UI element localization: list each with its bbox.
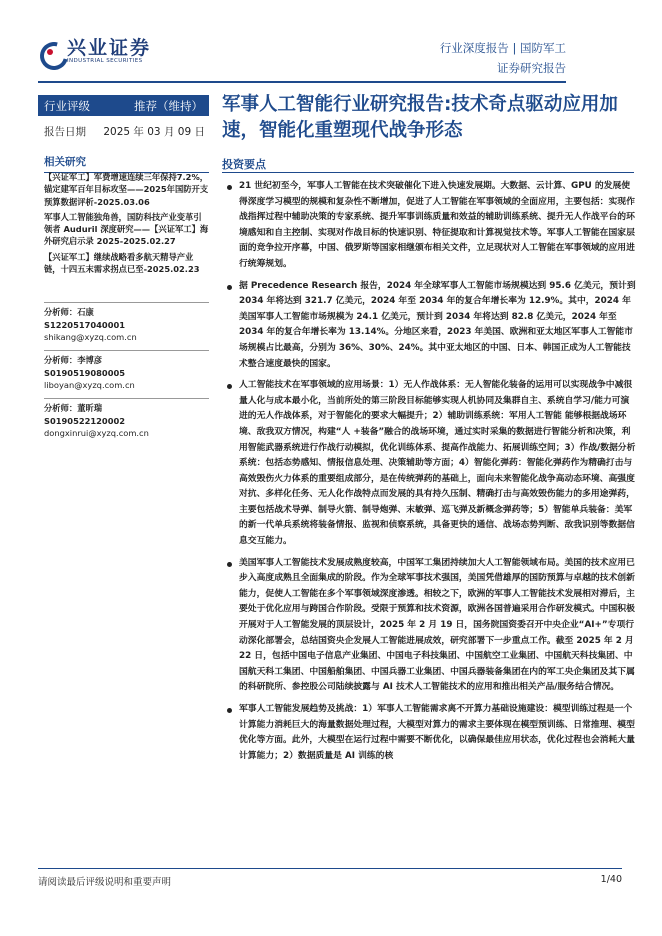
sidebar-divider <box>44 302 209 303</box>
analyst-block <box>44 306 209 344</box>
analyst-email[interactable]: shikang@xyzq.com.cn <box>44 332 137 342</box>
logo-cn: 兴业证券 <box>67 37 152 59</box>
key-point <box>226 179 638 273</box>
report-date <box>44 124 205 139</box>
company-logo <box>38 38 151 65</box>
analyst-name: 分析师：董昕瑞 <box>44 403 103 413</box>
analyst-block <box>44 354 209 392</box>
key-point-text: 人工智能技术在军事领域的应用场景：1）无人作战体系：无人智能化装备的运用可以实现战争中减很量人化与成本最小化，当前所处的第三阶段目标能够实现人机协同及集群自主、系统自学习/能力可演进的无人作战体系，对于智能化的要求大幅提升；2）辅助训练系统：军用人工智能 能够根据战场环境、敌我双方情况，构建“人 +装备”融合的战场环境，通过实时采集的数据进行智能分析和决策，利用智能武器系统进行作战行动模拟，优化训练体系、提高作战能力、拓展训练空间；3）作战/数据分析系统：包括态势感知、情报信息处理、决策辅助等方面；4）智能化弹药：智能化弹药作为精确打击与高效毁伤火力体系的重要组成部分，是在传统弹药的基础上，面向未来智能化战争高动态环境、高强度对抗、多样化任务、无人化作战特点而发展的具有持久压制、精确打击与高效毁伤能力的多用途弹药，主要包括战术导弹、制导火箭、制导炮弹、末敏弹、巡飞弹及新概念弹药等；5）智能单兵装备：美军的新一代单兵系统将装备情报、监视和侦察系统，具备更快的通信、战场态势判断、敌我识别等数据信息交互能力。 <box>239 380 636 547</box>
rating-bar <box>38 95 209 116</box>
header-divider <box>38 81 566 83</box>
report-sub: 证券研究报告 <box>497 61 566 75</box>
analyst-code: S1220517040001 <box>44 319 126 330</box>
related-report[interactable]: 【兴证军工】军费增速连续三年保持7.2%，锚定建军百年目标攻坚——2025年国防开支预算数据评析-2025.03.06 <box>44 172 209 207</box>
key-points-heading: 投资要点 <box>222 158 266 171</box>
key-points-divider <box>222 172 634 173</box>
report-title: 军事人工智能行业研究报告:技术奇点驱动应用加速，智能化重塑现代战争形态 <box>222 94 618 141</box>
footer-divider <box>38 868 622 869</box>
key-point <box>226 702 638 764</box>
report-type: 行业深度报告 | 国防军工 <box>439 41 566 55</box>
bullet-dot-icon <box>227 285 232 290</box>
sidebar-divider <box>44 350 209 351</box>
logo-en: INDUSTRIAL SECURITIES <box>67 58 143 64</box>
key-point <box>226 556 638 696</box>
key-point <box>226 279 638 373</box>
bullet-dot-icon <box>227 185 232 190</box>
key-point <box>226 378 638 550</box>
analyst-block <box>44 402 209 440</box>
related-report[interactable]: 军事人工智能独角兽，国防科技产业变革引领者 Auduril 深度研究——【兴证军工】海外研究启示录 2025-2025.02.27 <box>44 211 209 247</box>
rating-label: 行业评级 <box>44 98 90 113</box>
bullet-dot-icon <box>227 384 232 389</box>
analyst-email[interactable]: dongxinrui@xyzq.com.cn <box>44 428 149 438</box>
bullet-dot-icon <box>227 562 232 567</box>
key-point-text: 据 Precedence Research 报告，2024 年全球军事人工智能市场规模达到 95.6 亿美元，预计到 2034 年将达到 321.7 亿美元，2024 年至 2034 年的复合年增长率为 12.9%。其中，2024 年美国军事人工智能市场规模为 24.1 亿美元，预计到 2034 年将达到 82.8 亿美元，2024 年至 2034 年的复合年增长率为 13.14%。分地区来看，2023 年美国、欧洲和亚太地区军事人工智能市场规模占比最高，分别为 36%、30%、24%。其中亚太地区的中国、日本、韩国正成为人工智能技术整合速度最快的国家。 <box>239 280 636 369</box>
key-point-text: 21 世纪初至今，军事人工智能在技术突破催化下进入快速发展期。大数据、云计算、GPU 的发展使得深度学习模型的规模和复杂性不断增加，促进了人工智能在军事领域的全面应用，主要包括：实现作战指挥过程中辅助决策的专家系统、提升军事训练质量和效益的辅助训练系统、提升无人作战平台的环境感知和自主控制、实现对作战目标的快速识别、特征提取和计算视觉技术等。军事人工智能在国家层面的竞争拉开序幕，中国、俄罗斯等国家相继颁布相关文件，立足现状对人工智能在军事领域的应用进行统筹规划。 <box>239 181 635 269</box>
key-point-text: 美国军事人工智能技术发展成熟度较高，中国军工集团持续加大人工智能领域布局。美国的技术应用已步入高度成熟且全面集成的阶段。作为全球军事技术强国，美国凭借雄厚的国防预算与卓越的技术创新能力，促使人工智能在多个军事领域深度渗透。相较之下，欧洲的军事人工智能技术发展相对滞后，主要处于优化应用与跨国合作阶段。受限于预算和技术资源，欧洲各国普遍采用合作研发模式。中国积极开展对于人工智能发展的顶层设计，2025 年 2 月 19 日，国务院国资委召开中央企业“AI+”专项行动深化部署会，总结国资央企发展人工智能进展成效，研究部署下一步重点工作。截至 2025 年 2 月 22 日，包括中国电子信息产业集团、中国电子科技集团、中国航空工业集团、中国航天科技集团、中国航天科工集团、中国船舶集团、中国兵器工业集团、中国兵器装备集团在内的军工央企集团及其下属的科研院所、参控股公司陆续披露与 AI 技术人工智能技术的应用和推出相关产品/服务结合情况。 <box>239 557 635 693</box>
analyst-name: 分析师：石康 <box>44 307 94 317</box>
related-research-list <box>44 171 209 278</box>
analyst-code: S0190522120002 <box>44 415 126 426</box>
page-number: 1/40 <box>600 874 622 885</box>
related-research-heading: 相关研究 <box>44 154 209 173</box>
bullet-dot-icon <box>227 708 232 713</box>
key-point-text: 军事人工智能发展趋势及挑战：1）军事人工智能需求离不开算力基础设施建设：模型训练过程是一个计算能力消耗巨大的海量数据处理过程，大模型对算力的需求主要体现在模型预训练、日常推理、模型优化等方面。此外，大模型在运行过程中需要不断优化，以确保最佳应用状态，优化过程也会消耗大量计算能力；2）数据质量是 AI 训练的核 <box>239 704 635 761</box>
date-value: 2025 年 03 月 09 日 <box>103 126 205 138</box>
analyst-email[interactable]: liboyan@xyzq.com.cn <box>44 380 135 390</box>
rating-value: 推荐（维持） <box>134 98 203 113</box>
analyst-name: 分析师：李博彦 <box>44 355 103 365</box>
sidebar-divider <box>44 398 209 399</box>
analyst-code: S0190519080005 <box>44 367 126 378</box>
footer-disclaimer[interactable]: 请阅读最后评级说明和重要声明 <box>38 877 172 888</box>
key-points-list <box>226 179 638 770</box>
date-label: 报告日期 <box>44 126 86 138</box>
related-report[interactable]: 【兴证军工】继续战略看多航天精导产业链，十四五末需求拐点已至-2025.02.23 <box>44 251 200 275</box>
logo-mark-icon <box>38 40 62 64</box>
